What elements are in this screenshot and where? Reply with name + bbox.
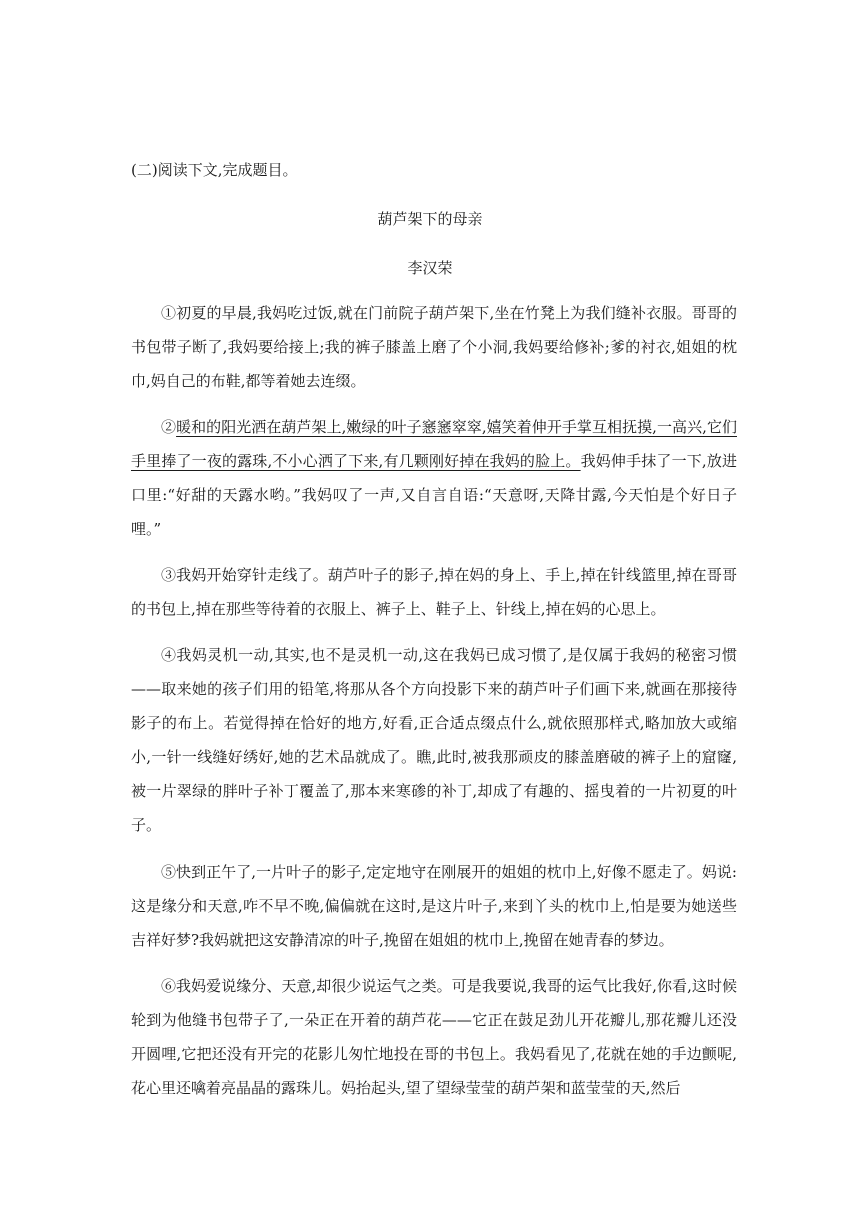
- paragraph-2-underlined-sentence: 暖和的阳光洒在葫芦架上,嫩绿的叶子窸窸窣窣,嬉笑着伸开手掌互相抚摸,一高兴,它们手里捧了一夜的露珠,不小心洒了下来,有几颗刚好掉在我妈的脸上。: [131, 418, 737, 470]
- paragraph-1: ①初夏的早晨,我妈吃过饭,就在门前院子葫芦架下,坐在竹凳上为我们缝补衣服。哥哥的书包带子断了,我妈要给接上;我的裤子膝盖上磨了个小洞,我妈要给修补;爹的衬衣,姐姐的枕巾,妈自己的布鞋,都等着她去连缀。: [131, 304, 737, 390]
- paragraph-2: [131, 410, 737, 546]
- article-author: 李汉荣: [407, 259, 453, 277]
- section-intro: (二)阅读下文,完成题目。: [131, 161, 298, 179]
- paragraph-2-rest: 我妈伸手抹了一下,放进口里:“好甜的天露水哟。”我妈叹了一声,又自言自语:“天意呀,天降甘露,今天怕是个好日子哩。”: [131, 452, 737, 538]
- paragraph-4: ④我妈灵机一动,其实,也不是灵机一动,这在我妈已成习惯了,是仅属于我妈的秘密习惯——取来她的孩子们用的铅笔,将那从各个方向投影下来的葫芦叶子们画下来,就画在那接待影子的布上。若觉得掉在恰好的地方,好看,正合适点缀点什么,就依照那样式,略加放大或缩小,一针一线缝好绣好,她的艺术品就成了。瞧,此时,被我那顽皮的膝盖磨破的裤子上的窟窿,被一片翠绿的胖叶子补丁覆盖了,那本来寒碜的补丁,却成了有趣的、摇曳着的一片初夏的叶子。: [131, 646, 737, 834]
- paragraph-3: ③我妈开始穿针走线了。葫芦叶子的影子,掉在妈的身上、手上,掉在针线篮里,掉在哥哥的书包上,掉在那些等待着的衣服上、裤子上、鞋子上、针线上,掉在妈的心思上。: [131, 566, 737, 618]
- paragraph-2-prefix: ②: [161, 418, 177, 436]
- paragraph-6: ⑥我妈爱说缘分、天意,却很少说运气之类。可是我要说,我哥的运气比我好,你看,这时候轮到为他缝书包带子了,一朵正在开着的葫芦花——它正在鼓足劲儿开花瓣儿,那花瓣儿还没开圆哩,它把还没有开完的花影儿匆忙地投在哥的书包上。我妈看见了,花就在她的手边颤呢,花心里还噙着亮晶晶的露珠儿。妈抬起头,望了望绿莹莹的葫芦架和蓝莹莹的天,然后: [131, 977, 737, 1097]
- paragraph-5: ⑤快到正午了,一片叶子的影子,定定地守在刚展开的姐姐的枕巾上,好像不愿走了。妈说:这是缘分和天意,咋不早不晚,偏偏就在这时,是这片叶子,来到丫头的枕巾上,怕是要为她送些吉祥好梦?我妈就把这安静清凉的叶子,挽留在姐姐的枕巾上,挽留在她青春的梦边。: [131, 863, 737, 949]
- article-title: 葫芦架下的母亲: [377, 210, 483, 228]
